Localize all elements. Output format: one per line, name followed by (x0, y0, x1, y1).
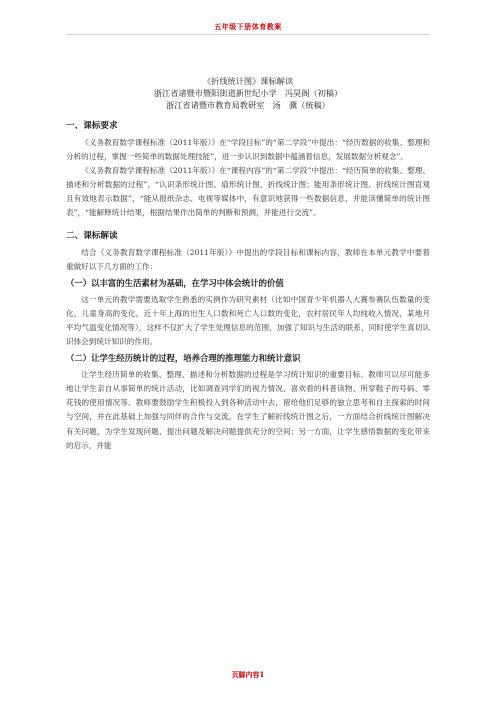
subsection-heading-2: （二）让学生经历统计的过程，培养合理的推理能力和统计意识 (66, 353, 301, 364)
header-rule (66, 34, 430, 35)
document-title: 《折线统计图》课标解读 (202, 76, 294, 86)
subsection-heading-1: （一）以丰富的生活素材为基础，在学习中体会统计的价值 (66, 277, 284, 288)
author-line-1: 浙江省诸暨市暨阳街道新世纪小学 冯昊阁（初稿） (153, 88, 343, 98)
paragraph: 让学生经历简单的收集、整理、描述和分析数据的过程是学习统计知识的重要目标。教师可以尽可能多地让学生亲自从事简单的统计活动，比如调查同学们的视力情况、喜欢看的科普读物、所穿鞋子的号码、零花钱的使用情况等。教师要鼓励学生积极投入到各种活动中去，留给他们足够的独立思考和自主探索的时间与空间，并在此基础上加强与同伴的合作与交流。在学生了解折线统计图之后，一方面结合折线统计图解决有关问题，为学生发现问题、提出问题及解决问题提供充分的空间；另一方面，让学生感悟数据的变化带来的启示，并能 (66, 370, 430, 450)
section-heading-interpretation: 二、课标解读 (66, 230, 118, 241)
paragraph: 这一单元的教学需要选取学生熟悉的实例作为研究素材（比如中国青少年机器人大赛参赛队伍数量的变化，儿童身高的变化，近十年上海的出生人口数和死亡人口数的变化，农村居民年人均纯收入情况，某地月平均气温变化情况等），这样不仅扩大了学生处理信息的范围，加强了知识与生活的联系，同时使学生真切认识体会到统计知识的作用。 (66, 294, 430, 347)
paragraph: 《义务教育数学课程标准（2011年版）》在“课程内容”的“第二学段”中提出：“经历简单的收集、整理、描述和分析数据的过程”，“认识条形统计图、扇形统计图、折线统计图；能用条形统计图、折线统计图直观且有效地表示数据”，“能从报纸杂志、电视等媒体中，有意识地获得一些数据信息，并能读懂简单的统计图表”，“能解释统计结果，根据结果作出简单的判断和预测，并能进行交流”。 (66, 166, 430, 218)
paragraph: 《义务教育数学课程标准（2011年版）》在“学段目标”的“第二学段”中提出：“经历数据的收集、整理和分析的过程，掌握一些简单的数据处理技能”，进一步认识到数据中蕴涵着信息，发展数据分析观念”。 (66, 138, 430, 162)
paragraph: 结合《义务教育数学课程标准（2011年版）》中提出的学段目标和课标内容，教师在本单元教学中要着重做好以下几方面的工作： (66, 247, 430, 271)
page-header: 五年级下册体育教案 (214, 22, 282, 31)
page-footer: 页脚内容1 (231, 670, 265, 679)
author-line-2: 浙江省诸暨市教育局教研室 汤 骥（统稿） (166, 100, 330, 110)
document-body (66, 75, 430, 453)
section-heading-requirements: 一、课标要求 (66, 121, 118, 131)
